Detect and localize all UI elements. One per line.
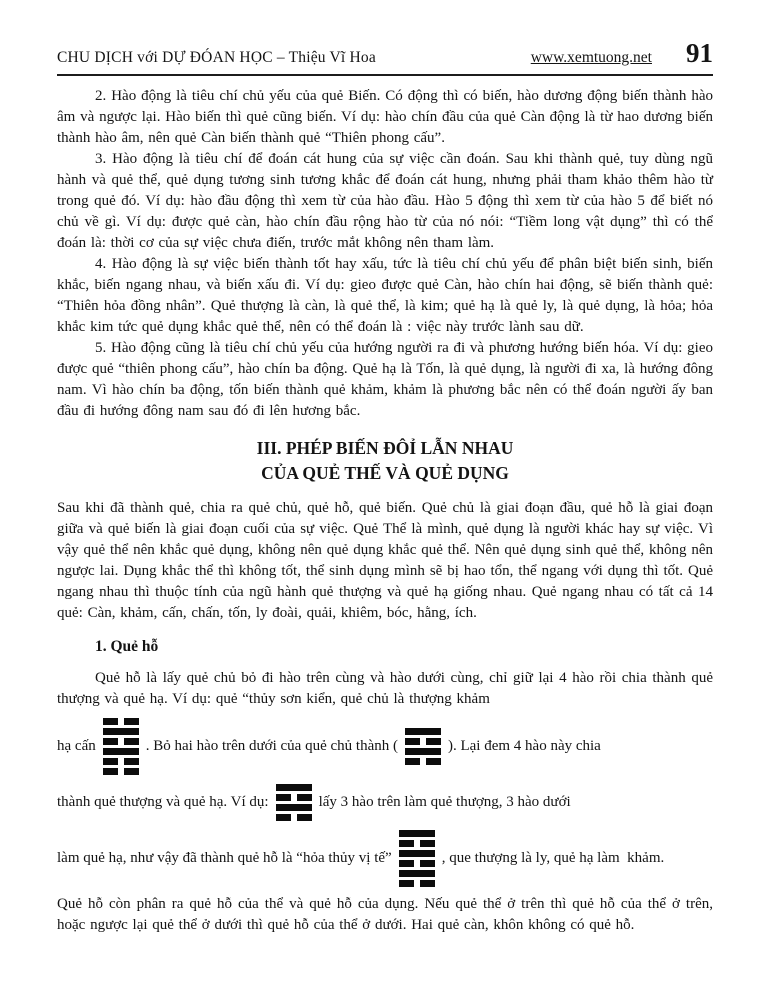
subsection-intro-paragraph: Quẻ hỗ là lấy quẻ chủ bỏ đi hào trên cùng và hào dưới cùng, chỉ giữ lại 4 hào rồi chia thành quẻ thượng và quẻ hạ. Ví dụ: quẻ “thủy sơn kiển, quẻ chủ là thượng khảm bbox=[57, 670, 713, 707]
section-intro-paragraph: Sau khi đã thành quẻ, chia ra quẻ chủ, quẻ hỗ, quẻ biến. Quẻ chủ là giai đoạn đầu, quẻ hỗ là giai đoạn giữa và quẻ biến là giai đoạn cuối của sự việc. Quẻ Thể là mình, quẻ dụng là người khác hay sự việc. Vì vậy quẻ thể nên khắc quẻ dụng, không nên quẻ dụng khắc quẻ thể. Nên quẻ dụng sinh quẻ thể, không nên ngược lai. Dụng khắc thể thì không tốt, thể sinh dụng mình sẽ bị hao tổn, thể ngang với dụng thì tốt. Quẻ ngang nhau thì thuộc tính của ngũ hành quẻ thượng và quẻ hạ giống nhau. Quẻ ngang nhau có tất cả 14 quẻ: Càn, khảm, cấn, chấn, tốn, ly đoài, quải, khiêm, bóc, hằng, ích. bbox=[57, 500, 713, 621]
hexline1-text-after: ). Lại đem 4 hào này chia bbox=[447, 737, 601, 754]
hexagram-line-1 bbox=[57, 716, 713, 776]
hexagram-line-3 bbox=[57, 828, 713, 888]
paragraph-hao-dong-4: 4. Hào động là sự việc biến thành tốt hay xấu, tức là tiêu chí chủ yếu để phân biệt biến sinh, biến khắc, biến ngang nhau, và biến xấu đi. Ví dụ: gieo được quẻ Càn, hào chín hai động, sẽ biến thành quẻ: “Thiên hỏa đồng nhân”. Quẻ thượng là càn, là quẻ thể, là kim; quẻ hạ là quẻ ly, là quẻ dụng, là hỏa; hỏa khắc kim tức quẻ dụng khắc quẻ thể, nên có thể đoán là : việc này trước lành sau dữ. bbox=[57, 256, 713, 335]
closing-paragraph: Quẻ hỗ còn phân ra quẻ hỗ của thể và quẻ hỗ của dụng. Nếu quẻ thể ở trên thì quẻ hỗ của thể ở trên, hoặc ngược lại quẻ thể ở dưới thì quẻ hỗ của thể ở dưới. Hai quẻ càn, khôn không có quẻ hỗ. bbox=[57, 896, 713, 933]
hexline3-text-after: , que thượng là ly, quẻ hạ làm khảm. bbox=[441, 849, 665, 866]
subsection-heading: 1. Quẻ hỗ bbox=[95, 638, 159, 655]
section-heading bbox=[57, 436, 713, 486]
paragraph-hao-dong-3: 3. Hào động là tiêu chí để đoán cát hung của sự việc cần đoán. Sau khi thành quẻ, tuy dùng ngũ hành và quẻ thể, quẻ dụng tương sinh tương khắc để đoán cát hung, nhưng phải tham khảo thêm hào từ trong quẻ đó. Ví dụ: hào đầu động thì xem từ của hào đầu. Hào 5 động thì xem từ của hào 5 để biết nó chủ về gì. Ví dụ: được quẻ càn, hào chín đầu rộng hào từ của nó nói: “Tiềm long vật dụng” thì có thể đoán là: thời cơ của sự việc chưa điến, trước mắt không nên tham làm. bbox=[57, 151, 713, 251]
hexline1-text-before: hạ cấn bbox=[57, 737, 96, 754]
hexline2-text-before: thành quẻ thượng và quẻ hạ. Ví dụ: bbox=[57, 793, 269, 810]
four-line-core-hexagram bbox=[276, 782, 312, 822]
website-link[interactable]: www.xemtuong.net bbox=[530, 49, 652, 66]
four-line-core-hexagram bbox=[405, 726, 441, 766]
page-header bbox=[57, 40, 713, 67]
book-title: CHU DỊCH với DỰ ĐÓAN HỌC – Thiệu Vĩ Hoa bbox=[57, 49, 376, 66]
section-heading-line1: III. PHÉP BIẾN ĐÔỈ LẪN NHAU bbox=[256, 438, 514, 458]
paragraph-hao-dong-2: 2. Hào động là tiêu chí chủ yếu của quẻ Biến. Có động thì có biến, hào dương động biến thành hào âm và ngược lại. Hào biến thì quẻ cũng biến. Ví dụ: hào chín đầu của quẻ Càn động là từ hao dương biến thành hào âm, nên quẻ Càn biến thành quẻ “Thiên phong cấu”. bbox=[57, 88, 713, 146]
hexline1-text-middle: . Bỏ hai hào trên dưới của quẻ chủ thành ( bbox=[145, 737, 398, 754]
hoa-thuy-vi-te-hexagram bbox=[399, 828, 435, 888]
hexline3-text-before: làm quẻ hạ, như vậy đã thành quẻ hỗ là “hỏa thủy vị tế” bbox=[57, 849, 392, 866]
page-number: 91 bbox=[686, 38, 713, 68]
thuy-son-kien-hexagram bbox=[103, 716, 139, 776]
hexline2-text-after: lấy 3 hào trên làm quẻ thượng, 3 hào dưới bbox=[318, 793, 571, 810]
section-heading-line2: CỦA QUẺ THẾ VÀ QUẺ DỤNG bbox=[261, 463, 509, 483]
header-rule bbox=[57, 74, 713, 76]
hexagram-line-2 bbox=[57, 782, 713, 822]
paragraph-hao-dong-5: 5. Hào động cũng là tiêu chí chủ yếu của hướng người ra đi và phương hướng biến hóa. Ví dụ: gieo được quẻ “thiên phong cấu”, hào chín ba động. Quẻ hạ là Tốn, là quẻ dụng, là người đi xa, là hướng đông nam. Vì hào chín ba động, tốn biến thành quẻ khảm, khảm là phương bắc nên có thể đoán người ấy ban đầu đi hướng đông nam sau đó đi lên hương bắc. bbox=[57, 340, 714, 419]
